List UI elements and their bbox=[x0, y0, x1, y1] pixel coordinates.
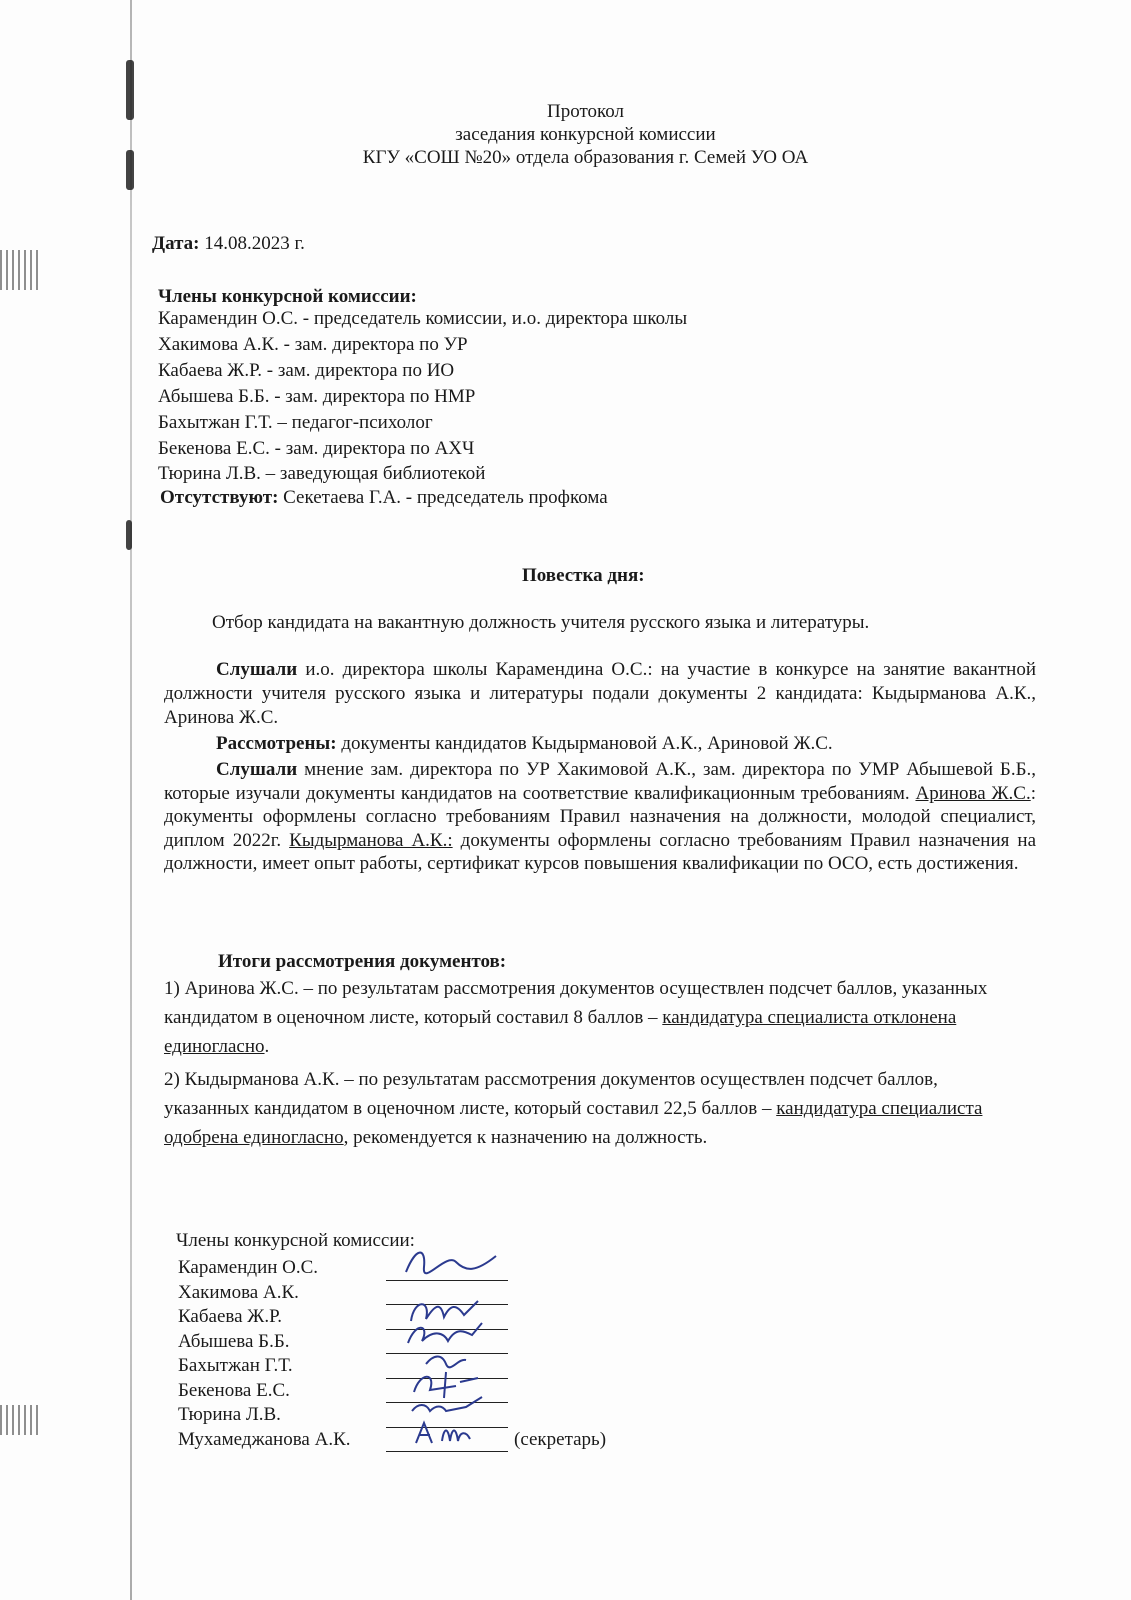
paragraph-reviewed bbox=[164, 732, 1036, 756]
heard-label: Слушали bbox=[216, 659, 298, 680]
result-item-1 bbox=[164, 974, 1024, 1061]
paragraph-text: : документы оформлены согласно требованиям Правил назначения на должности, молодой специалист, диплом 2022г. bbox=[164, 782, 1036, 851]
paragraph-text: документы кандидатов Кыдырмановой А.К., Ариновой Ж.С. bbox=[336, 733, 833, 754]
agenda-text: Отбор кандидата на вакантную должность учителя русского языка и литературы. bbox=[212, 612, 870, 633]
candidate-name: Аринова Ж.С. bbox=[915, 782, 1031, 804]
member-item: Бекенова Е.С. - зам. директора по АХЧ bbox=[158, 438, 475, 459]
document-subtitle: заседания конкурсной комиссии bbox=[455, 124, 716, 145]
agenda-heading: Повестка дня: bbox=[522, 565, 645, 586]
paragraph-text: мнение зам. директора по УР Хакимовой А.К., зам. директора по УМР Абышевой Б.Б., которые изучали документы кандидатов на соответствие квалификационным требованиям. bbox=[164, 759, 1036, 804]
paragraph-heard-2 bbox=[164, 758, 1036, 876]
paragraph-heard-1 bbox=[164, 658, 1036, 730]
signature-list bbox=[178, 1256, 606, 1452]
signature-row bbox=[178, 1428, 606, 1453]
handwritten-signature bbox=[386, 1242, 508, 1282]
scan-margin-mark bbox=[0, 250, 40, 290]
heard-label: Слушали bbox=[216, 759, 298, 780]
scan-margin-mark bbox=[0, 1405, 40, 1435]
paragraph-text: документы оформлены согласно требованиям Правил назначения на должности, имеет опыт работы, сертификат курсов повышения квалификации по ОСО, есть достижения. bbox=[164, 829, 1037, 875]
signatory-name: Бахытжан Г.Т. bbox=[178, 1355, 293, 1376]
signatory-name: Кабаева Ж.Р. bbox=[178, 1306, 283, 1327]
date-value: 14.08.2023 г. bbox=[204, 233, 305, 254]
document-title: Протокол bbox=[546, 101, 625, 122]
results-heading: Итоги рассмотрения документов: bbox=[218, 951, 507, 972]
signature-row bbox=[178, 1256, 606, 1281]
secretary-role: (секретарь) bbox=[514, 1428, 607, 1450]
absent-value: Секетаева Г.А. - председатель профкома bbox=[283, 487, 608, 508]
signature-line bbox=[386, 1262, 508, 1281]
result-text: 2) Кыдырманова А.К. – по результатам рассмотрения документов осуществлен подсчет баллов, указанных кандидатом в оценочном листе, который составил 22,5 баллов – bbox=[164, 1069, 938, 1119]
reviewed-label: Рассмотрены: bbox=[216, 733, 337, 754]
result-text: 1) Аринова Ж.С. – по результатам рассмотрения документов осуществлен подсчет баллов, указанных кандидатом в оценочном листе, который составил 8 баллов – bbox=[164, 978, 988, 1028]
members-heading: Члены конкурсной комиссии: bbox=[158, 286, 417, 307]
scan-edge-mark bbox=[126, 520, 132, 550]
candidate-name: Кыдырманова А.К.: bbox=[289, 829, 453, 851]
signatory-name: Хакимова А.К. bbox=[178, 1281, 299, 1303]
organization-name: КГУ «СОШ №20» отдела образования г. Семей УО ОА bbox=[362, 147, 809, 168]
signatures-heading: Члены конкурсной комиссии: bbox=[176, 1230, 415, 1251]
signatory-name: Абышева Б.Б. bbox=[178, 1330, 290, 1352]
signatory-name: Мухамеджанова А.К. bbox=[178, 1428, 351, 1450]
signatory-name: Бекенова Е.С. bbox=[178, 1379, 290, 1401]
absent-line bbox=[160, 487, 608, 509]
result-text: . bbox=[264, 1036, 270, 1057]
result-decision: кандидатура специалиста одобрена единогласно bbox=[164, 1098, 983, 1148]
result-item-2 bbox=[164, 1065, 1014, 1152]
document-header bbox=[0, 100, 1131, 169]
paragraph-text: и.о. директора школы Карамендина О.С.: на участие в конкурсе на занятие вакантной должности учителя русского языка и литературы подали документы 2 кандидата: Кыдырманова А.К., Аринова Ж.С. bbox=[164, 659, 1036, 728]
signature-line bbox=[386, 1433, 508, 1452]
date-line bbox=[152, 233, 305, 255]
date-label: Дата: bbox=[152, 233, 200, 254]
absent-label: Отсутствуют: bbox=[160, 487, 279, 508]
member-item: Кабаева Ж.Р. - зам. директора по ИО bbox=[158, 360, 455, 381]
result-decision: кандидатура специалиста отклонена единогласно bbox=[164, 1007, 957, 1057]
scan-edge-line bbox=[130, 0, 132, 1600]
member-item: Карамендин О.С. - председатель комиссии, и.о. директора школы bbox=[158, 308, 688, 329]
result-text: , рекомендуется к назначению на должность. bbox=[343, 1127, 708, 1148]
member-item: Тюрина Л.В. – заведующая библиотекой bbox=[158, 463, 486, 484]
handwritten-signature bbox=[386, 1413, 508, 1453]
signatory-name: Карамендин О.С. bbox=[178, 1257, 319, 1278]
signatory-name: Тюрина Л.В. bbox=[178, 1404, 281, 1425]
member-item: Абышева Б.Б. - зам. директора по НМР bbox=[158, 386, 476, 407]
member-item: Хакимова А.К. - зам. директора по УР bbox=[158, 334, 468, 355]
member-item: Бахытжан Г.Т. – педагог-психолог bbox=[158, 412, 433, 433]
